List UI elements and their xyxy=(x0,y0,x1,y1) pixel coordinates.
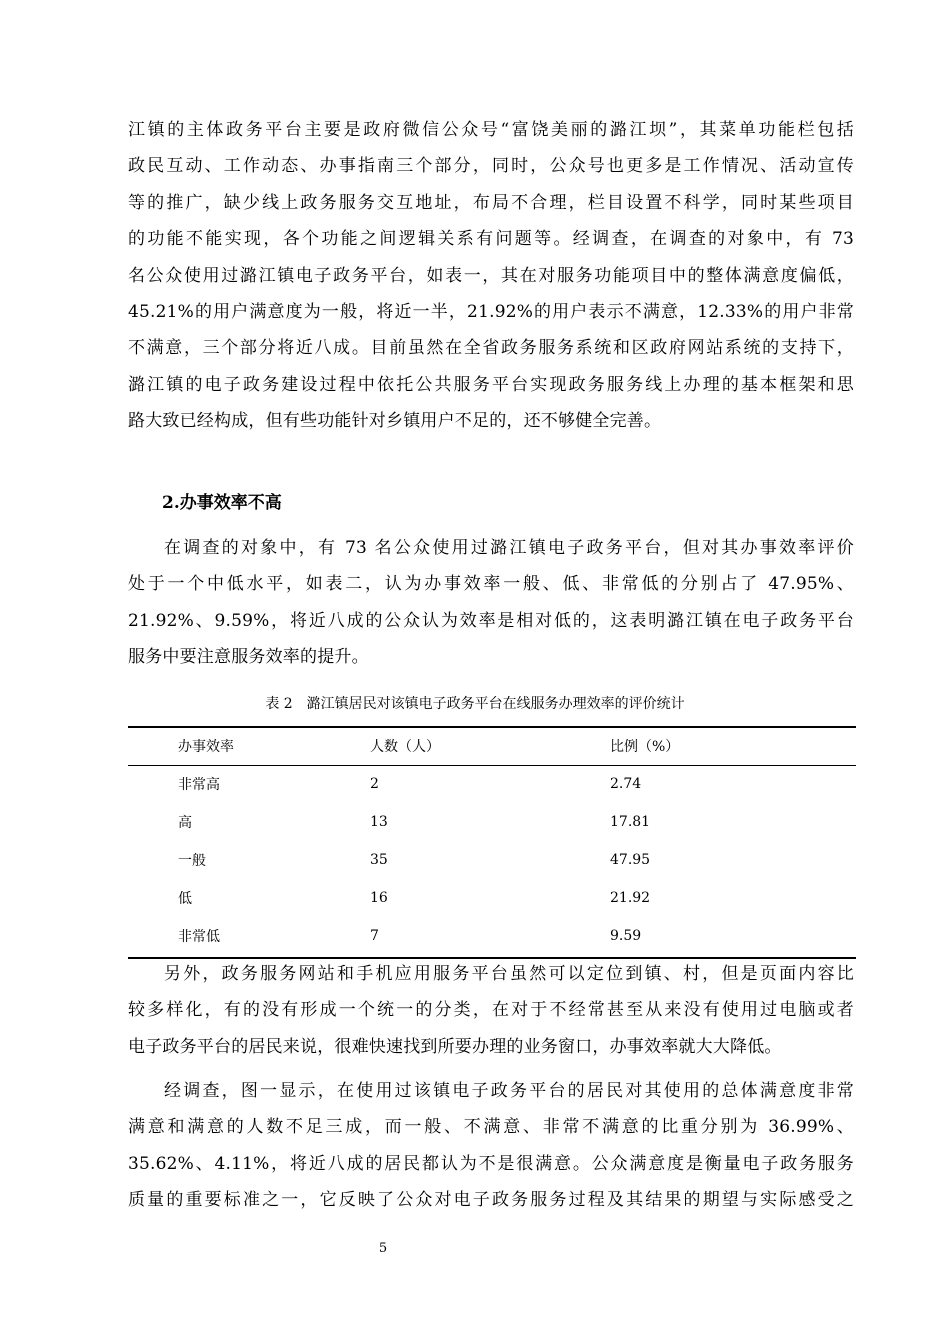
text-line: 的功能不能实现，各个功能之间逻辑关系有问题等。经调查，在调查的对象中，有 73 xyxy=(128,229,854,250)
efficiency-table xyxy=(128,727,856,955)
text-line: 45.21%的用户满意度为一般，将近一半，21.92%的用户表示不满意，12.33%的用户非常 xyxy=(128,301,854,322)
table-row xyxy=(128,841,856,879)
paragraph-2 xyxy=(128,530,854,676)
table-cell: 16 xyxy=(370,890,388,906)
table-row xyxy=(128,879,856,917)
table-cell: 2 xyxy=(370,776,379,792)
text-line: 21.92%、9.59%，将近八成的公众认为效率是相对低的，这表明潞江镇在电子政务平台 xyxy=(128,610,854,631)
text-line: 较多样化，有的没有形成一个统一的分类，在对于不经常甚至从来没有使用过电脑或者 xyxy=(128,1000,854,1021)
table-header-row xyxy=(128,727,856,765)
text-line: 另外，政务服务网站和手机应用服务平台虽然可以定位到镇、村，但是页面内容比 xyxy=(164,964,854,984)
table-row xyxy=(128,917,856,955)
table-row xyxy=(128,803,856,841)
table-caption: 表 2 潞江镇居民对该镇电子政务平台在线服务办理效率的评价统计 xyxy=(265,696,685,712)
text-line: 满意和满意的人数不足三成，而一般、不满意、非常不满意的比重分别为 36.99%、 xyxy=(128,1117,854,1138)
table-cell: 35 xyxy=(370,852,388,868)
table-cell: 13 xyxy=(370,814,388,830)
text-line: 不满意，三个部分将近八成。目前虽然在全省政务服务系统和区政府网站系统的支持下， xyxy=(128,338,854,359)
table-cell: 17.81 xyxy=(610,814,651,830)
text-line: 处于一个中低水平，如表二，认为办事效率一般、低、非常低的分别占了 47.95%、 xyxy=(128,574,854,595)
table-cell: 低 xyxy=(178,891,192,907)
text-line: 服务中要注意服务效率的提升。 xyxy=(128,647,369,668)
text-line: 电子政务平台的居民来说，很难快速找到所要办理的业务窗口，办事效率就大大降低。 xyxy=(128,1036,782,1057)
paragraph-1 xyxy=(128,112,854,440)
paragraph-4 xyxy=(128,1073,854,1219)
table-cell: 高 xyxy=(178,815,192,831)
paragraph-3 xyxy=(128,956,854,1065)
table-cell: 9.59 xyxy=(610,928,642,944)
column-header: 人数（人） xyxy=(370,739,440,755)
table-row xyxy=(128,765,856,803)
table-cell: 非常低 xyxy=(178,929,220,945)
text-line: 政民互动、工作动态、办事指南三个部分，同时，公众号也更多是工作情况、活动宣传 xyxy=(128,156,854,177)
table-cell: 47.95 xyxy=(610,852,651,868)
text-line: 名公众使用过潞江镇电子政务平台，如表一，其在对服务功能项目中的整体满意度偏低， xyxy=(128,265,854,286)
text-line: 路大致已经构成，但有些功能针对乡镇用户不足的，还不够健全完善。 xyxy=(128,411,662,432)
text-line: 质量的重要标准之一，它反映了公众对电子政务服务过程及其结果的期望与实际感受之 xyxy=(128,1190,854,1211)
text-line: 潞江镇的电子政务建设过程中依托公共服务平台实现政务服务线上办理的基本框架和思 xyxy=(128,374,854,395)
text-line: 35.62%、4.11%，将近八成的居民都认为不是很满意。公众满意度是衡量电子政务服务 xyxy=(128,1153,854,1174)
column-header: 办事效率 xyxy=(178,739,234,755)
table-cell: 非常高 xyxy=(178,777,220,793)
table-cell: 21.92 xyxy=(610,890,651,906)
table-cell: 一般 xyxy=(178,853,206,869)
text-line: 在调查的对象中，有 73 名公众使用过潞江镇电子政务平台，但对其办事效率评价 xyxy=(164,538,854,558)
text-line: 等的推广，缺少线上政务服务交互地址，布局不合理，栏目设置不科学，同时某些项目 xyxy=(128,192,854,213)
table-cell: 2.74 xyxy=(610,776,642,792)
text-line: 江镇的主体政务平台主要是政府微信公众号“富饶美丽的潞江坝”，其菜单功能栏包括 xyxy=(128,120,854,140)
page-number: 5 xyxy=(378,1241,388,1256)
section-heading: 2.办事效率不高 xyxy=(162,493,282,513)
table-cell: 7 xyxy=(370,928,379,944)
column-header: 比例（%） xyxy=(610,739,680,755)
text-line: 经调查，图一显示，在使用过该镇电子政务平台的居民对其使用的总体满意度非常 xyxy=(164,1081,854,1101)
